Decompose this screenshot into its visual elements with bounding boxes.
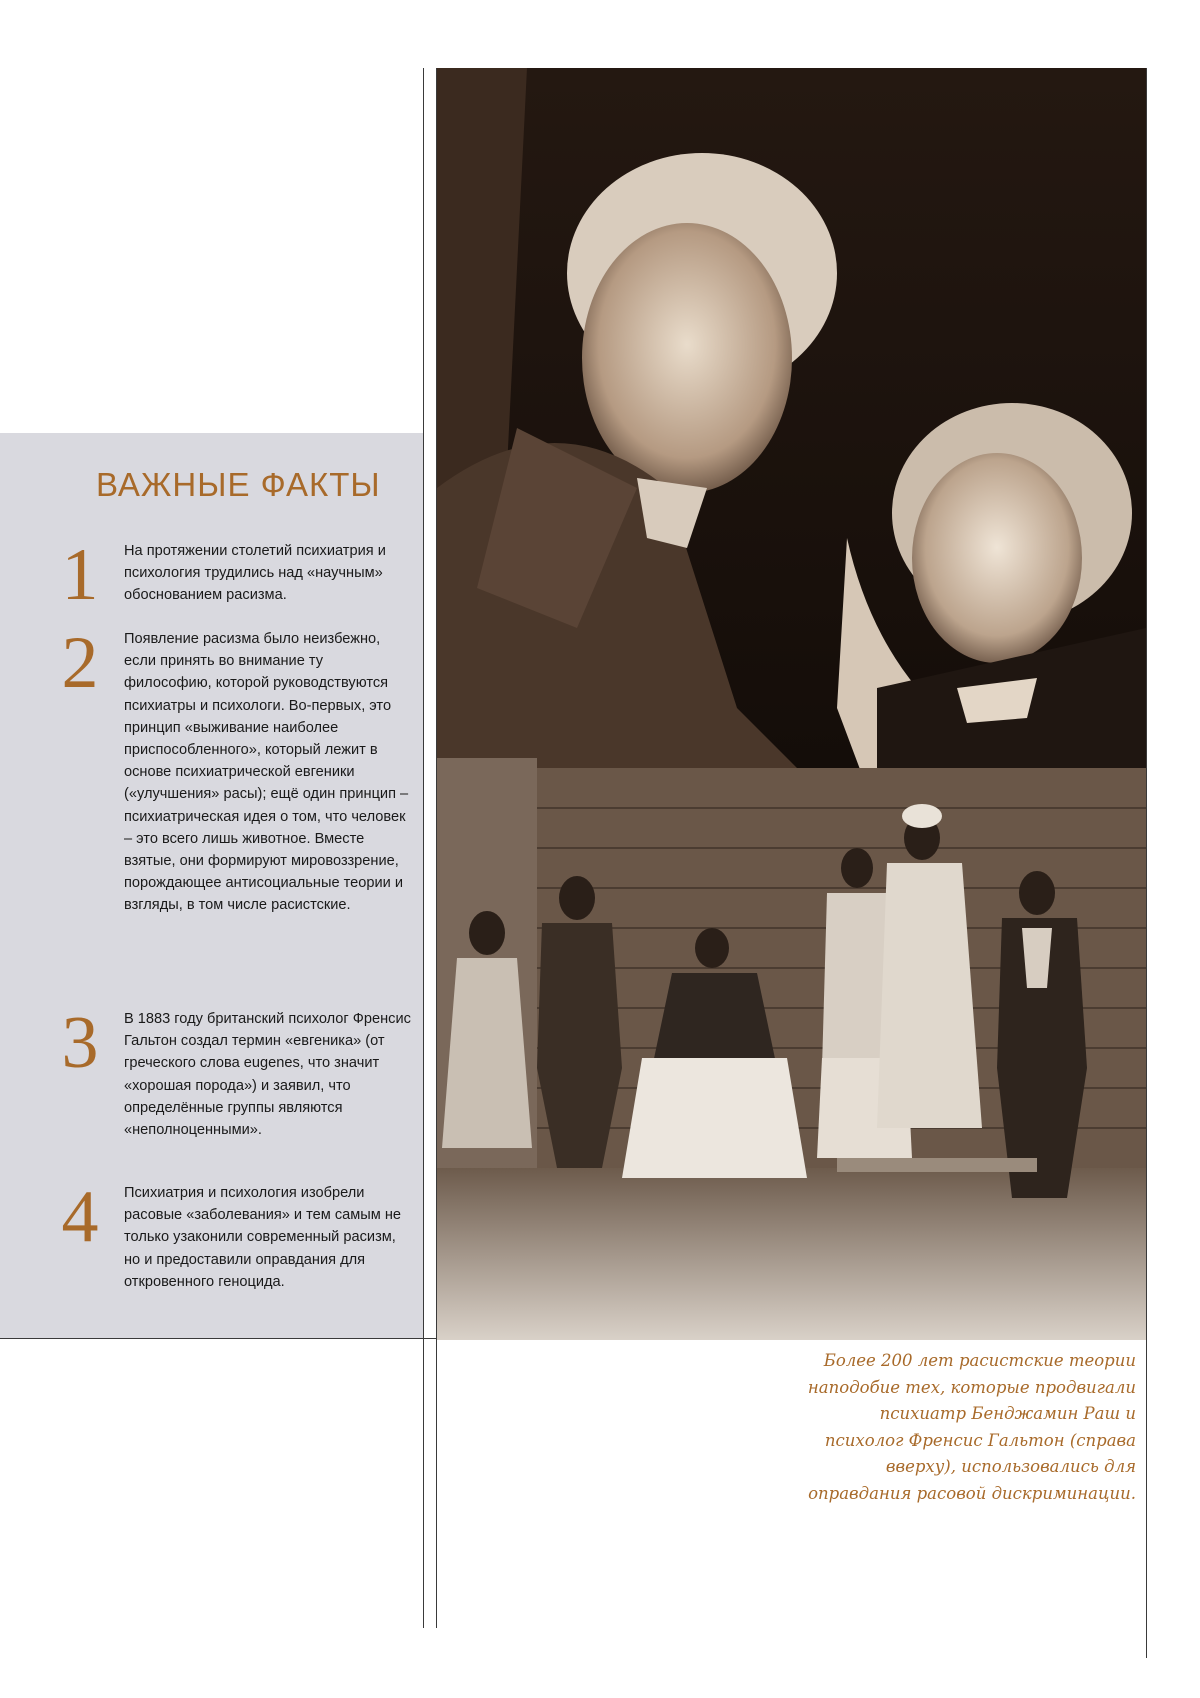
fact-text: На протяжении столетий психиатрия и психология трудились над «научным» обоснованием расизма. xyxy=(124,543,386,604)
fact-number: 3 xyxy=(61,1002,99,1084)
fact-number: 4 xyxy=(61,1176,99,1258)
fact-item-3 xyxy=(50,1002,420,1166)
left-column-rule-outer xyxy=(423,68,424,1628)
fact-number: 1 xyxy=(61,534,99,616)
right-column-rule xyxy=(1146,68,1147,1658)
fact-item-2 xyxy=(50,622,420,986)
historical-photo-collage xyxy=(437,68,1146,1340)
photo-caption: Более 200 лет расистские теории наподобие тех, которые продвигали психиатр Бенджамин Раш и психолог Френсис Гальтон (справа вверху), использовались для оправдания расовой дискриминации. xyxy=(807,1351,1136,1503)
fact-text: В 1883 году британский психолог Френсис Гальтон создал термин «евгеника» (от греческого слова eugenes, что значит «хорошая порода») и заявил, что определённые группы являются «неполноценными». xyxy=(124,1011,411,1139)
fact-text: Психиатрия и психология изобрели расовые «заболевания» и тем самым не только узаконили современный расизм, но и предоставили оправдания для откровенного геноцида. xyxy=(124,1185,402,1290)
facts-heading: ВАЖНЫЕ ФАКТЫ xyxy=(96,466,381,503)
fact-item-4 xyxy=(50,1176,420,1330)
fact-item-1 xyxy=(50,534,420,618)
fact-text: Появление расизма было неизбежно, если принять во внимание ту философию, которой руководствуются психиатры и психологи. Во-первых, это принцип «выживание наиболее приспособленного», который лежит в основе психиатрической евгеники («улучшения» расы); ещё один принцип – психиатрическая идея о том, что человек – это всего лишь животное. Вместе взятые, они формируют мировоззрение, порождающее антисоциальные теории и взгляды, в том числе расистские. xyxy=(124,631,409,914)
fact-number: 2 xyxy=(61,622,99,704)
